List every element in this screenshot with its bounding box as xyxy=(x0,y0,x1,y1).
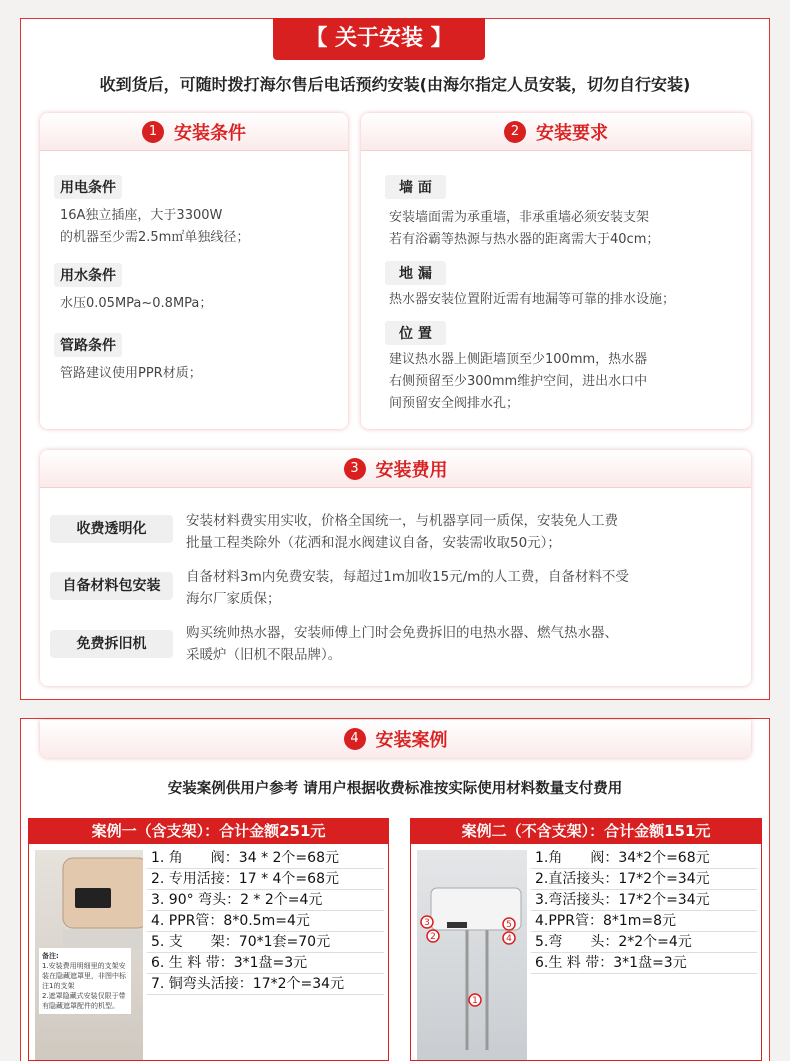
list-item: 1.角 阀：34*2个=68元 xyxy=(531,848,757,869)
pipe-text: 管路建议使用PPR材质； xyxy=(60,366,202,381)
list-item: 4.PPR管：8*1m=8元 xyxy=(531,911,757,932)
electric-text-1: 16A独立插座，大于3300W xyxy=(60,208,223,223)
install-requirements-panel xyxy=(361,113,751,429)
list-item: 7. 铜弯头活接：17*2个=34元 xyxy=(147,974,384,995)
case-one-title: 案例一（含支架）：合计金额251元 xyxy=(28,818,389,844)
case-two-body xyxy=(410,844,762,1061)
case-one xyxy=(28,818,389,1061)
electric-label: 用电条件 xyxy=(54,175,122,199)
marker: 4 xyxy=(506,934,512,944)
number-badge: 3 xyxy=(344,458,366,480)
list-item: 5. 支 架：70*1套=70元 xyxy=(147,932,384,953)
case-two-items xyxy=(531,848,757,974)
list-item: 1. 角 阀：34 * 2个=68元 xyxy=(147,848,384,869)
installation-image xyxy=(417,850,527,1060)
fee-label-self-materials: 自备材料包安装 xyxy=(50,572,173,600)
list-item: 2. 专用活接：17 * 4个=68元 xyxy=(147,869,384,890)
list-item: 3.弯活接头：17*2个=34元 xyxy=(531,890,757,911)
install-conditions-panel xyxy=(40,113,348,429)
case-one-body xyxy=(28,844,389,1061)
marker: 3 xyxy=(424,918,430,928)
position-label: 位 置 xyxy=(385,321,446,345)
position-text-3: 间预留安全阀排水孔； xyxy=(389,396,520,411)
panel-title: 安装案例 xyxy=(375,730,448,751)
marker: 1 xyxy=(472,996,478,1006)
wall-text-1: 安装墙面需为承重墙，非承重墙必须安装支架 xyxy=(389,210,650,225)
install-fees-panel xyxy=(40,450,751,686)
number-badge: 1 xyxy=(142,121,164,143)
fee-label-free-removal: 免费拆旧机 xyxy=(50,630,173,658)
panel-header xyxy=(40,720,751,758)
installation-diagram xyxy=(417,850,527,1060)
list-item: 3. 90° 弯头：2 * 2个=4元 xyxy=(147,890,384,911)
case-two-title: 案例二（不含支架）：合计金额151元 xyxy=(410,818,762,844)
install-notice: 收到货后，可随时拨打海尔售后电话预约安装(由海尔指定人员安装，切勿自行安装) xyxy=(99,75,691,94)
case-one-note xyxy=(39,948,131,1014)
wall-text-2: 若有浴霸等热源与热水器的距离需大于40cm； xyxy=(389,232,660,247)
fee-text: 海尔厂家质保； xyxy=(186,591,281,607)
list-item: 6.生 料 带：3*1盘=3元 xyxy=(531,953,757,974)
wall-label: 墙 面 xyxy=(385,175,446,199)
panel-header xyxy=(40,113,348,151)
fee-label-transparent: 收费透明化 xyxy=(50,515,173,543)
list-item: 5.弯 头：2*2个=4元 xyxy=(531,932,757,953)
position-text-2: 右侧预留至少300mm维护空间，进出水口中 xyxy=(389,374,648,389)
cases-subtitle: 安装案例供用户参考 请用户根据收费标准按实际使用材料数量支付费用 xyxy=(167,781,623,797)
note-line-2: 2.遮罩隐藏式安装仅限于带有隐藏遮罩配件的机型。 xyxy=(42,992,126,1010)
marker: 5 xyxy=(506,920,512,930)
case-two xyxy=(410,818,762,1061)
electric-text-2: 的机器至少需2.5m㎡单独线径； xyxy=(60,230,250,245)
fee-text: 批量工程类除外（花洒和混水阀建议自备，安装需收取50元）； xyxy=(186,535,561,551)
list-item: 2.直活接头：17*2个=34元 xyxy=(531,869,757,890)
water-heater-image xyxy=(35,850,143,1060)
panel-header xyxy=(361,113,751,151)
list-item: 6. 生 料 带：3*1盘=3元 xyxy=(147,953,384,974)
panel-title: 安装条件 xyxy=(174,122,246,144)
drain-text: 热水器安装位置附近需有地漏等可靠的排水设施； xyxy=(389,292,676,307)
install-cases-header xyxy=(40,720,751,758)
note-title: 备注: xyxy=(42,952,59,960)
number-badge: 2 xyxy=(504,121,526,143)
marker: 2 xyxy=(430,932,436,942)
panel-title: 安装费用 xyxy=(375,459,448,481)
number-badge: 4 xyxy=(344,728,366,750)
note-line-1: 1.安装费用明细里的支架安装在隐藏遮罩里，非图中标注1的支架 xyxy=(42,962,126,990)
fee-text: 自备材料3m内免费安装，每超过1m加收15元/m的人工费，自备材料不受 xyxy=(186,569,629,585)
case-one-items xyxy=(147,848,384,995)
fee-text: 购买统帅热水器，安装师傅上门时会免费拆旧的电热水器、燃气热水器、 xyxy=(186,625,618,641)
fee-text: 采暖炉（旧机不限品牌）。 xyxy=(186,647,342,663)
panel-title: 安装要求 xyxy=(536,122,608,144)
page-title: 【 关于安装 】 xyxy=(273,18,485,60)
panel-header xyxy=(40,450,751,488)
position-text-1: 建议热水器上侧距墙顶至少100mm，热水器 xyxy=(389,352,648,367)
water-text: 水压0.05MPa~0.8MPa； xyxy=(60,296,213,311)
pipe-label: 管路条件 xyxy=(54,333,122,357)
list-item: 4. PPR管：8*0.5m=4元 xyxy=(147,911,384,932)
water-label: 用水条件 xyxy=(54,263,122,287)
drain-label: 地 漏 xyxy=(385,261,446,285)
fee-text: 安装材料费实用实收，价格全国统一，与机器享同一质保，安装免人工费 xyxy=(186,513,618,529)
